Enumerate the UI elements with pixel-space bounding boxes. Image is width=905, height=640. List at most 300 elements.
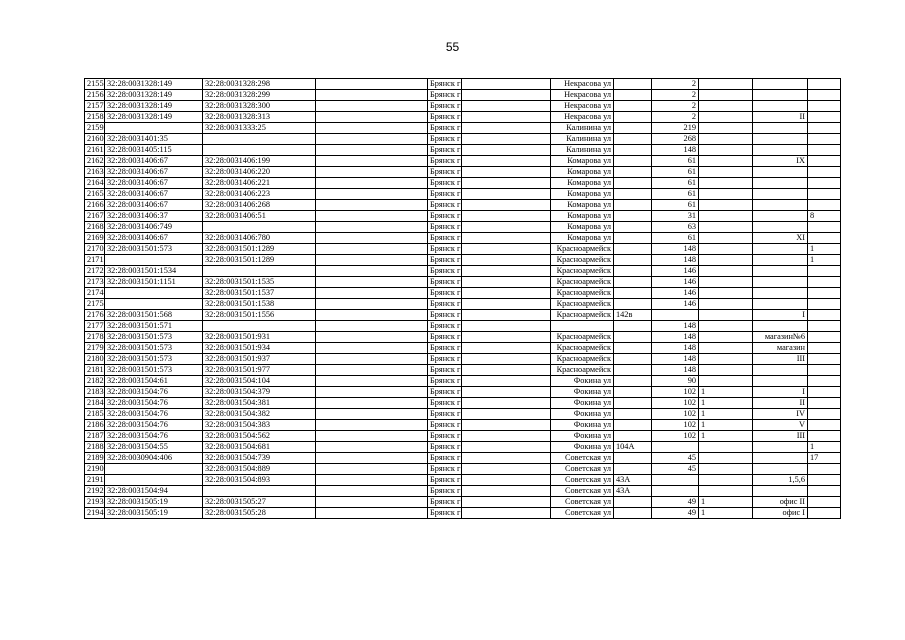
blank-cell — [316, 486, 428, 497]
table-row — [85, 409, 841, 420]
building-cell — [699, 376, 753, 387]
city-cell: Брянск г — [428, 475, 462, 486]
street-cell: Комарова ул — [551, 233, 614, 244]
apartment-cell — [808, 310, 841, 321]
house-number-cell: 45 — [652, 453, 699, 464]
street-cell: Советская ул — [551, 453, 614, 464]
blank-cell — [316, 200, 428, 211]
cadastral-object-cell: 32:28:0031328:299 — [203, 90, 316, 101]
blank-cell-2 — [462, 112, 551, 123]
row-number-cell: 2177 — [85, 321, 105, 332]
building-cell — [699, 101, 753, 112]
blank-cell-2 — [462, 255, 551, 266]
house-letter-cell — [614, 409, 652, 420]
house-number-cell: 49 — [652, 497, 699, 508]
house-number-cell: 219 — [652, 123, 699, 134]
premises-cell — [753, 365, 808, 376]
street-cell: Красноармейск — [551, 343, 614, 354]
house-number-cell: 61 — [652, 167, 699, 178]
city-cell: Брянск г — [428, 200, 462, 211]
table-row — [85, 200, 841, 211]
cadastral-parcel-cell: 32:28:0031504:61 — [105, 376, 203, 387]
blank-cell — [316, 233, 428, 244]
street-cell: Комарова ул — [551, 178, 614, 189]
apartment-cell — [808, 431, 841, 442]
house-number-cell: 61 — [652, 156, 699, 167]
premises-cell: IV — [753, 409, 808, 420]
premises-cell: офис I — [753, 508, 808, 519]
city-cell: Брянск г — [428, 244, 462, 255]
city-cell: Брянск г — [428, 167, 462, 178]
house-letter-cell — [614, 134, 652, 145]
house-number-cell: 2 — [652, 79, 699, 90]
table-row — [85, 486, 841, 497]
building-cell — [699, 310, 753, 321]
cadastral-parcel-cell: 32:28:0031501:1151 — [105, 277, 203, 288]
row-number-cell: 2184 — [85, 398, 105, 409]
city-cell: Брянск г — [428, 255, 462, 266]
house-letter-cell: 104А — [614, 442, 652, 453]
cadastral-object-cell: 32:28:0031501:1537 — [203, 288, 316, 299]
cadastral-object-cell — [203, 266, 316, 277]
building-cell: 1 — [699, 431, 753, 442]
apartment-cell — [808, 409, 841, 420]
premises-cell: I — [753, 387, 808, 398]
blank-cell-2 — [462, 387, 551, 398]
house-letter-cell: 142в — [614, 310, 652, 321]
cadastral-object-cell: 32:28:0031504:382 — [203, 409, 316, 420]
street-cell: Советская ул — [551, 475, 614, 486]
premises-cell: 1,5,6 — [753, 475, 808, 486]
blank-cell-2 — [462, 475, 551, 486]
cadastral-parcel-cell: 32:28:0031328:149 — [105, 90, 203, 101]
city-cell: Брянск г — [428, 299, 462, 310]
blank-cell — [316, 365, 428, 376]
premises-cell — [753, 376, 808, 387]
building-cell — [699, 475, 753, 486]
table-row — [85, 222, 841, 233]
house-letter-cell — [614, 200, 652, 211]
cadastral-object-cell: 32:28:0031406:223 — [203, 189, 316, 200]
row-number-cell: 2173 — [85, 277, 105, 288]
apartment-cell — [808, 387, 841, 398]
cadastral-parcel-cell: 32:28:0031505:19 — [105, 497, 203, 508]
blank-cell — [316, 332, 428, 343]
city-cell: Брянск г — [428, 134, 462, 145]
house-letter-cell — [614, 233, 652, 244]
row-number-cell: 2176 — [85, 310, 105, 321]
apartment-cell — [808, 497, 841, 508]
apartment-cell — [808, 123, 841, 134]
house-letter-cell — [614, 299, 652, 310]
cadastral-object-cell: 32:28:0031501:934 — [203, 343, 316, 354]
blank-cell — [316, 255, 428, 266]
street-cell: Некрасова ул — [551, 90, 614, 101]
house-number-cell: 146 — [652, 299, 699, 310]
building-cell: 1 — [699, 409, 753, 420]
cadastral-parcel-cell: 32:28:0031501:573 — [105, 365, 203, 376]
table-row — [85, 288, 841, 299]
row-number-cell: 2164 — [85, 178, 105, 189]
blank-cell-2 — [462, 233, 551, 244]
city-cell: Брянск г — [428, 123, 462, 134]
row-number-cell: 2167 — [85, 211, 105, 222]
blank-cell-2 — [462, 200, 551, 211]
premises-cell — [753, 222, 808, 233]
blank-cell — [316, 376, 428, 387]
street-cell: Фокина ул — [551, 442, 614, 453]
row-number-cell: 2172 — [85, 266, 105, 277]
building-cell — [699, 123, 753, 134]
blank-cell — [316, 134, 428, 145]
city-cell: Брянск г — [428, 178, 462, 189]
cadastral-parcel-cell: 32:28:0031504:76 — [105, 431, 203, 442]
city-cell: Брянск г — [428, 442, 462, 453]
cadastral-object-cell: 32:28:0031504:383 — [203, 420, 316, 431]
city-cell: Брянск г — [428, 189, 462, 200]
house-letter-cell — [614, 464, 652, 475]
cadastral-parcel-cell: 32:28:0031406:67 — [105, 167, 203, 178]
street-cell: Некрасова ул — [551, 79, 614, 90]
cadastral-parcel-cell: 32:28:0031504:94 — [105, 486, 203, 497]
premises-cell — [753, 79, 808, 90]
table-row — [85, 376, 841, 387]
blank-cell-2 — [462, 90, 551, 101]
cadastral-parcel-cell: 32:28:0031501:568 — [105, 310, 203, 321]
street-cell: Красноармейск — [551, 288, 614, 299]
premises-cell — [753, 167, 808, 178]
house-number-cell: 63 — [652, 222, 699, 233]
row-number-cell: 2191 — [85, 475, 105, 486]
city-cell: Брянск г — [428, 343, 462, 354]
house-number-cell: 102 — [652, 420, 699, 431]
building-cell — [699, 222, 753, 233]
row-number-cell: 2180 — [85, 354, 105, 365]
premises-cell — [753, 90, 808, 101]
city-cell: Брянск г — [428, 277, 462, 288]
apartment-cell — [808, 233, 841, 244]
blank-cell — [316, 123, 428, 134]
cadastral-object-cell: 32:28:0031505:27 — [203, 497, 316, 508]
cadastral-parcel-cell: 32:28:0031504:55 — [105, 442, 203, 453]
building-cell — [699, 365, 753, 376]
house-letter-cell — [614, 145, 652, 156]
blank-cell — [316, 189, 428, 200]
blank-cell — [316, 354, 428, 365]
house-number-cell: 148 — [652, 145, 699, 156]
cadastral-object-cell: 32:28:0031328:298 — [203, 79, 316, 90]
blank-cell — [316, 475, 428, 486]
blank-cell — [316, 299, 428, 310]
cadastral-parcel-cell — [105, 475, 203, 486]
city-cell: Брянск г — [428, 112, 462, 123]
street-cell: Красноармейск — [551, 365, 614, 376]
apartment-cell — [808, 178, 841, 189]
building-cell — [699, 156, 753, 167]
cadastral-parcel-cell — [105, 288, 203, 299]
blank-cell-2 — [462, 453, 551, 464]
cadastral-parcel-cell — [105, 255, 203, 266]
blank-cell-2 — [462, 431, 551, 442]
house-number-cell: 2 — [652, 101, 699, 112]
house-number-cell: 148 — [652, 343, 699, 354]
premises-cell — [753, 453, 808, 464]
house-number-cell: 102 — [652, 431, 699, 442]
house-letter-cell — [614, 189, 652, 200]
blank-cell-2 — [462, 376, 551, 387]
house-letter-cell — [614, 101, 652, 112]
cadastral-parcel-cell: 32:28:0031406:67 — [105, 233, 203, 244]
blank-cell — [316, 508, 428, 519]
street-cell: Калинина ул — [551, 145, 614, 156]
street-cell: Фокина ул — [551, 420, 614, 431]
blank-cell — [316, 112, 428, 123]
house-number-cell: 90 — [652, 376, 699, 387]
premises-cell — [753, 101, 808, 112]
house-number-cell: 102 — [652, 387, 699, 398]
street-cell: Советская ул — [551, 464, 614, 475]
street-cell: Калинина ул — [551, 123, 614, 134]
building-cell: 1 — [699, 387, 753, 398]
cadastral-object-cell: 32:28:0031505:28 — [203, 508, 316, 519]
table-row — [85, 277, 841, 288]
cadastral-object-cell: 32:28:0031504:104 — [203, 376, 316, 387]
cadastral-object-cell: 32:28:0031504:889 — [203, 464, 316, 475]
city-cell: Брянск г — [428, 431, 462, 442]
street-cell: Красноармейск — [551, 277, 614, 288]
cadastral-parcel-cell: 32:28:0031406:67 — [105, 189, 203, 200]
building-cell — [699, 299, 753, 310]
building-cell: 1 — [699, 508, 753, 519]
house-letter-cell: 43А — [614, 486, 652, 497]
row-number-cell: 2169 — [85, 233, 105, 244]
street-cell: Красноармейск — [551, 332, 614, 343]
building-cell — [699, 343, 753, 354]
row-number-cell: 2188 — [85, 442, 105, 453]
house-letter-cell — [614, 288, 652, 299]
table-row — [85, 398, 841, 409]
street-cell: Красноармейск — [551, 266, 614, 277]
apartment-cell — [808, 464, 841, 475]
house-letter-cell — [614, 255, 652, 266]
building-cell — [699, 288, 753, 299]
house-letter-cell — [614, 277, 652, 288]
blank-cell — [316, 90, 428, 101]
street-cell: Калинина ул — [551, 134, 614, 145]
blank-cell-2 — [462, 222, 551, 233]
apartment-cell — [808, 365, 841, 376]
street-cell: Комарова ул — [551, 167, 614, 178]
table-row — [85, 244, 841, 255]
premises-cell — [753, 244, 808, 255]
apartment-cell — [808, 277, 841, 288]
house-number-cell: 148 — [652, 255, 699, 266]
table-row — [85, 156, 841, 167]
city-cell: Брянск г — [428, 508, 462, 519]
blank-cell — [316, 211, 428, 222]
street-cell: Красноармейск — [551, 310, 614, 321]
blank-cell — [316, 453, 428, 464]
blank-cell-2 — [462, 167, 551, 178]
blank-cell-2 — [462, 442, 551, 453]
building-cell — [699, 189, 753, 200]
apartment-cell — [808, 376, 841, 387]
premises-cell — [753, 299, 808, 310]
house-number-cell — [652, 475, 699, 486]
street-cell: Фокина ул — [551, 431, 614, 442]
row-number-cell: 2192 — [85, 486, 105, 497]
cadastral-object-cell: 32:28:0031504:379 — [203, 387, 316, 398]
row-number-cell: 2186 — [85, 420, 105, 431]
table-row — [85, 310, 841, 321]
blank-cell — [316, 277, 428, 288]
row-number-cell: 2157 — [85, 101, 105, 112]
row-number-cell: 2163 — [85, 167, 105, 178]
house-letter-cell — [614, 453, 652, 464]
blank-cell — [316, 178, 428, 189]
house-number-cell: 148 — [652, 244, 699, 255]
premises-cell — [753, 145, 808, 156]
house-letter-cell — [614, 387, 652, 398]
cadastral-parcel-cell: 32:28:0031501:1534 — [105, 266, 203, 277]
street-cell: Комарова ул — [551, 189, 614, 200]
building-cell — [699, 354, 753, 365]
building-cell — [699, 233, 753, 244]
city-cell: Брянск г — [428, 310, 462, 321]
house-letter-cell — [614, 266, 652, 277]
row-number-cell: 2156 — [85, 90, 105, 101]
row-number-cell: 2165 — [85, 189, 105, 200]
apartment-cell — [808, 299, 841, 310]
building-cell — [699, 266, 753, 277]
city-cell: Брянск г — [428, 222, 462, 233]
street-cell: Советская ул — [551, 486, 614, 497]
city-cell: Брянск г — [428, 376, 462, 387]
premises-cell — [753, 134, 808, 145]
building-cell: 1 — [699, 398, 753, 409]
city-cell: Брянск г — [428, 354, 462, 365]
registry-table — [84, 78, 841, 519]
building-cell — [699, 332, 753, 343]
blank-cell — [316, 431, 428, 442]
city-cell: Брянск г — [428, 211, 462, 222]
cadastral-parcel-cell: 32:28:0031401:35 — [105, 134, 203, 145]
blank-cell — [316, 79, 428, 90]
table-row — [85, 145, 841, 156]
table-row — [85, 178, 841, 189]
premises-cell — [753, 277, 808, 288]
building-cell — [699, 464, 753, 475]
cadastral-parcel-cell: 32:28:0031328:149 — [105, 112, 203, 123]
blank-cell-2 — [462, 321, 551, 332]
blank-cell-2 — [462, 398, 551, 409]
building-cell — [699, 134, 753, 145]
blank-cell — [316, 288, 428, 299]
blank-cell — [316, 420, 428, 431]
cadastral-object-cell — [203, 222, 316, 233]
page-number: 55 — [445, 40, 460, 54]
cadastral-parcel-cell: 32:28:0031504:76 — [105, 398, 203, 409]
blank-cell — [316, 464, 428, 475]
apartment-cell — [808, 90, 841, 101]
house-letter-cell — [614, 156, 652, 167]
blank-cell — [316, 398, 428, 409]
house-letter-cell — [614, 398, 652, 409]
building-cell — [699, 442, 753, 453]
blank-cell-2 — [462, 244, 551, 255]
cadastral-parcel-cell: 32:28:0031328:149 — [105, 101, 203, 112]
city-cell: Брянск г — [428, 79, 462, 90]
city-cell: Брянск г — [428, 497, 462, 508]
table-row — [85, 442, 841, 453]
table-row — [85, 508, 841, 519]
apartment-cell — [808, 321, 841, 332]
house-number-cell: 148 — [652, 321, 699, 332]
building-cell — [699, 167, 753, 178]
cadastral-object-cell: 32:28:0031406:221 — [203, 178, 316, 189]
premises-cell — [753, 442, 808, 453]
premises-cell: III — [753, 431, 808, 442]
building-cell — [699, 277, 753, 288]
blank-cell-2 — [462, 266, 551, 277]
street-cell: Советская ул — [551, 497, 614, 508]
row-number-cell: 2158 — [85, 112, 105, 123]
cadastral-object-cell: 32:28:0031328:300 — [203, 101, 316, 112]
house-number-cell: 61 — [652, 178, 699, 189]
house-letter-cell — [614, 497, 652, 508]
cadastral-object-cell: 32:28:0031501:1535 — [203, 277, 316, 288]
row-number-cell: 2182 — [85, 376, 105, 387]
blank-cell — [316, 321, 428, 332]
building-cell — [699, 90, 753, 101]
row-number-cell: 2189 — [85, 453, 105, 464]
cadastral-object-cell: 32:28:0031504:562 — [203, 431, 316, 442]
table-row — [85, 365, 841, 376]
cadastral-object-cell: 32:28:0031501:977 — [203, 365, 316, 376]
cadastral-object-cell: 32:28:0031504:739 — [203, 453, 316, 464]
table-row — [85, 134, 841, 145]
building-cell — [699, 321, 753, 332]
city-cell: Брянск г — [428, 90, 462, 101]
table-row — [85, 299, 841, 310]
street-cell: Красноармейск — [551, 244, 614, 255]
apartment-cell — [808, 200, 841, 211]
apartment-cell: 1 — [808, 244, 841, 255]
blank-cell-2 — [462, 178, 551, 189]
row-number-cell: 2161 — [85, 145, 105, 156]
cadastral-object-cell — [203, 486, 316, 497]
house-letter-cell — [614, 354, 652, 365]
premises-cell — [753, 211, 808, 222]
house-number-cell — [652, 310, 699, 321]
house-number-cell: 31 — [652, 211, 699, 222]
cadastral-parcel-cell: 32:28:0031406:67 — [105, 200, 203, 211]
blank-cell — [316, 244, 428, 255]
row-number-cell: 2194 — [85, 508, 105, 519]
building-cell: 1 — [699, 497, 753, 508]
premises-cell: магазин№6 — [753, 332, 808, 343]
premises-cell — [753, 321, 808, 332]
premises-cell: IX — [753, 156, 808, 167]
city-cell: Брянск г — [428, 486, 462, 497]
city-cell: Брянск г — [428, 398, 462, 409]
house-letter-cell — [614, 167, 652, 178]
house-number-cell: 148 — [652, 354, 699, 365]
house-letter-cell — [614, 222, 652, 233]
house-number-cell: 49 — [652, 508, 699, 519]
house-letter-cell — [614, 508, 652, 519]
blank-cell — [316, 387, 428, 398]
